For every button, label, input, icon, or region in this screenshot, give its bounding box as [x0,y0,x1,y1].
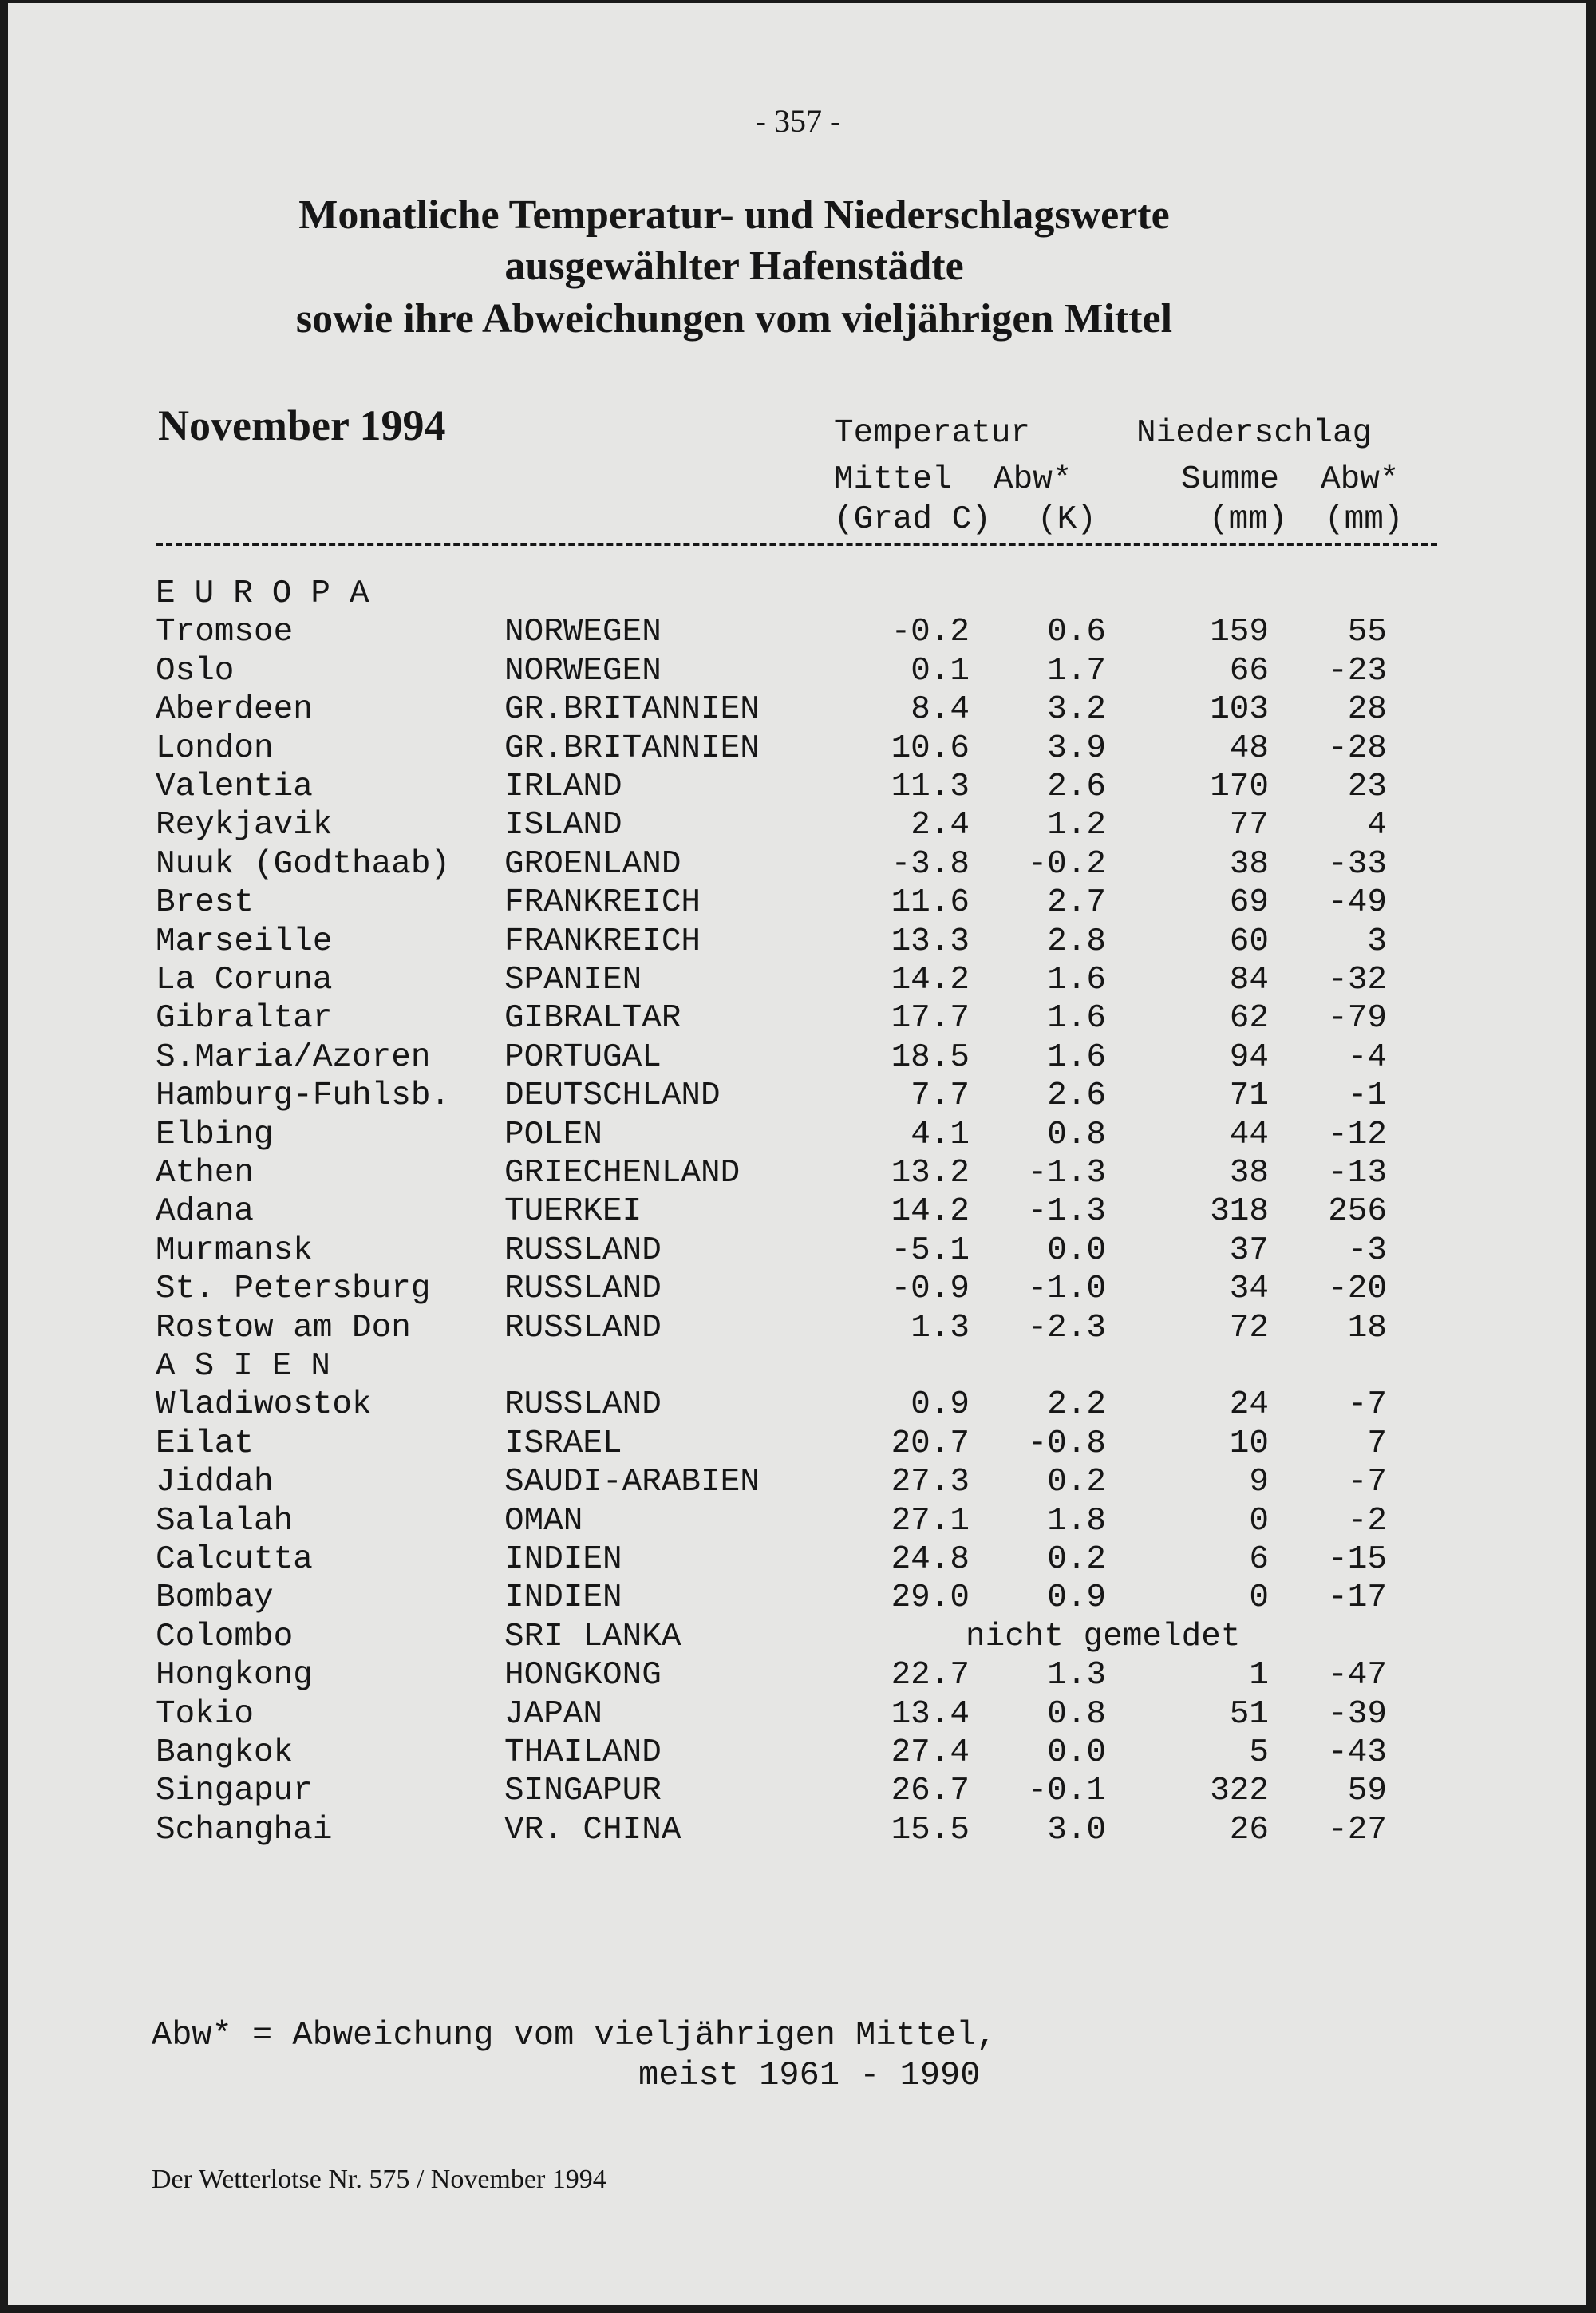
precip-abw-cell: -23 [1328,652,1387,690]
precip-abw-cell: -12 [1328,1116,1387,1153]
table-row [0,884,1596,922]
temp-abw-cell: 1.6 [1047,1038,1106,1076]
temp-abw-cell: 1.3 [1047,1657,1106,1694]
country-cell: FRANKREICH [504,923,701,960]
precip-abw-cell: -20 [1328,1271,1387,1308]
precip-summe-cell: 38 [1229,845,1269,883]
temp-abw-cell: 3.9 [1047,729,1106,767]
temp-abw-cell: 0.9 [1047,1580,1106,1617]
precip-summe-cell: 51 [1229,1695,1269,1733]
country-cell: INDIEN [504,1580,622,1617]
temp-mittel-cell: 1.3 [911,1309,970,1346]
table-row [0,1232,1596,1270]
section-row [0,1347,1596,1386]
table-row [0,1386,1596,1424]
city-cell: St. Petersburg [156,1271,431,1308]
temp-mittel-cell: 15.5 [891,1811,970,1848]
header-temperatur: Temperatur [834,415,1031,452]
city-cell: La Coruna [156,962,333,998]
precip-summe-cell: 37 [1229,1232,1269,1269]
table-row [0,1811,1596,1849]
city-cell: Colombo [156,1618,294,1655]
precip-summe-cell: 318 [1210,1193,1269,1231]
city-cell: Eilat [156,1425,255,1462]
temp-mittel-cell: -0.9 [891,1271,970,1308]
table-row [0,961,1596,999]
header-temp-abw: Abw* [994,461,1073,498]
temp-abw-cell: -1.0 [1027,1271,1106,1308]
country-cell: NORWEGEN [504,614,662,651]
city-cell: Hamburg-Fuhlsb. [156,1077,451,1115]
precip-summe-cell: 9 [1249,1464,1269,1501]
country-cell: GRIECHENLAND [504,1155,741,1192]
city-cell: Adana [156,1193,255,1231]
precip-summe-cell: 1 [1249,1657,1269,1694]
section-row [0,575,1596,613]
temp-abw-cell: 2.6 [1047,1077,1106,1115]
temp-abw-cell: 1.7 [1047,652,1106,690]
source-citation: Der Wetterlotse Nr. 575 / November 1994 [152,2165,606,2194]
table-row [0,845,1596,884]
temp-abw-cell: 0.8 [1047,1695,1106,1733]
precip-summe-cell: 322 [1210,1773,1269,1810]
title-line-1: Monatliche Temperatur- und Niederschlagswerte [298,192,1170,238]
precip-abw-cell: 55 [1347,614,1387,651]
table-row [0,1270,1596,1308]
country-cell: NORWEGEN [504,652,662,690]
city-cell: Tokio [156,1695,255,1733]
precip-summe-cell: 10 [1229,1425,1269,1462]
city-cell: Singapur [156,1773,313,1810]
table-row [0,1192,1596,1231]
country-cell: IRLAND [504,769,622,805]
country-cell: HONGKONG [504,1657,662,1694]
month-label: November 1994 [158,401,446,449]
temp-mittel-cell: 27.4 [891,1734,970,1771]
city-cell: Oslo [156,652,235,690]
city-cell: Jiddah [156,1464,274,1501]
country-cell: ISLAND [504,807,622,844]
temp-abw-cell: 3.2 [1047,691,1106,729]
precip-abw-cell: -27 [1328,1811,1387,1848]
country-cell: SRI LANKA [504,1618,681,1655]
city-cell: Tromsoe [156,614,294,651]
country-cell: RUSSLAND [504,1232,662,1269]
country-cell: VR. CHINA [504,1811,681,1848]
temp-mittel-cell: 14.2 [891,1193,970,1231]
temp-abw-cell: 1.8 [1047,1502,1106,1540]
temp-mittel-cell: 4.1 [911,1116,970,1153]
precip-summe-cell: 103 [1210,691,1269,729]
precip-summe-cell: 34 [1229,1271,1269,1308]
country-cell: RUSSLAND [504,1309,662,1346]
table-row [0,1077,1596,1115]
header-mm-abw: (mm) [1325,501,1404,538]
header-summe: Summe [1181,461,1280,498]
precip-abw-cell: -79 [1328,1000,1387,1038]
precip-summe-cell: 72 [1229,1309,1269,1346]
note-cell: nicht gemeldet [966,1618,1241,1655]
temp-mittel-cell: 0.1 [911,652,970,690]
city-cell: Elbing [156,1116,274,1153]
table-row [0,1502,1596,1540]
title-line-2: ausgewählter Hafenstädte [504,243,964,289]
temp-abw-cell: 3.0 [1047,1811,1106,1848]
temp-abw-cell: 1.6 [1047,962,1106,998]
city-cell: Valentia [156,769,313,805]
header-niederschlag: Niederschlag [1136,415,1373,452]
precip-abw-cell: 7 [1367,1425,1387,1462]
precip-abw-cell: 23 [1347,769,1387,805]
country-cell: ISRAEL [504,1425,622,1462]
temp-mittel-cell: -5.1 [891,1232,970,1269]
precip-summe-cell: 48 [1229,729,1269,767]
table-row [0,1656,1596,1694]
table-row [0,1463,1596,1501]
table-row [0,1038,1596,1077]
precip-summe-cell: 0 [1249,1502,1269,1540]
page-number: - 357 - [755,103,841,139]
temp-mittel-cell: 24.8 [891,1541,970,1578]
country-cell: GIBRALTAR [504,1000,681,1038]
precip-summe-cell: 60 [1229,923,1269,960]
table-row [0,1579,1596,1617]
temp-mittel-cell: 14.2 [891,962,970,998]
precip-abw-cell: -17 [1328,1580,1387,1617]
precip-abw-cell: -7 [1347,1464,1387,1501]
precip-abw-cell: -39 [1328,1695,1387,1733]
temp-mittel-cell: 17.7 [891,1000,970,1038]
city-cell: Gibraltar [156,1000,333,1038]
city-cell: Rostow am Don [156,1309,411,1346]
temp-abw-cell: 2.7 [1047,884,1106,922]
table-row [0,1772,1596,1810]
precip-summe-cell: 66 [1229,652,1269,690]
precip-summe-cell: 38 [1229,1155,1269,1192]
precip-summe-cell: 6 [1249,1541,1269,1578]
precip-summe-cell: 44 [1229,1116,1269,1153]
city-cell: Marseille [156,923,333,960]
precip-abw-cell: -1 [1347,1077,1387,1115]
precip-abw-cell: -2 [1347,1502,1387,1540]
table-row [0,690,1596,729]
table-row [0,1154,1596,1192]
temp-mittel-cell: 18.5 [891,1038,970,1076]
precip-summe-cell: 5 [1249,1734,1269,1771]
city-cell: Wladiwostok [156,1386,372,1424]
temp-mittel-cell: 10.6 [891,729,970,767]
precip-abw-cell: -15 [1328,1541,1387,1578]
precip-summe-cell: 26 [1229,1811,1269,1848]
city-cell: Hongkong [156,1657,313,1694]
country-cell: INDIEN [504,1541,622,1578]
country-cell: SAUDI-ARABIEN [504,1464,760,1501]
temp-abw-cell: -0.8 [1027,1425,1106,1462]
precip-abw-cell: -49 [1328,884,1387,922]
temp-mittel-cell: 11.6 [891,884,970,922]
city-cell: S.Maria/Azoren [156,1038,431,1076]
table-row [0,1540,1596,1579]
table-row [0,652,1596,690]
country-cell: TUERKEI [504,1193,642,1231]
precip-summe-cell: 62 [1229,1000,1269,1038]
temp-abw-cell: 2.8 [1047,923,1106,960]
temp-abw-cell: 1.6 [1047,1000,1106,1038]
table-row [0,1116,1596,1154]
precip-abw-cell: 28 [1347,691,1387,729]
country-cell: THAILAND [504,1734,662,1771]
temp-mittel-cell: 2.4 [911,807,970,844]
precip-abw-cell: -13 [1328,1155,1387,1192]
header-mittel: Mittel [834,461,952,498]
precip-summe-cell: 24 [1229,1386,1269,1424]
precip-abw-cell: -43 [1328,1734,1387,1771]
table-row [0,999,1596,1038]
header-grad-c: (Grad C) [834,501,991,538]
precip-summe-cell: 69 [1229,884,1269,922]
precip-abw-cell: -4 [1347,1038,1387,1076]
precip-abw-cell: -7 [1347,1386,1387,1424]
country-cell: POLEN [504,1116,603,1153]
city-cell: Athen [156,1155,255,1192]
country-cell: OMAN [504,1502,583,1540]
table-row [0,923,1596,961]
precip-summe-cell: 170 [1210,769,1269,805]
precip-summe-cell: 94 [1229,1038,1269,1076]
country-cell: RUSSLAND [504,1271,662,1308]
city-cell: London [156,729,274,767]
country-cell: PORTUGAL [504,1038,662,1076]
city-cell: Schanghai [156,1811,333,1848]
city-cell: Salalah [156,1502,294,1540]
temp-mittel-cell: 13.3 [891,923,970,960]
table-row [0,1425,1596,1463]
temp-abw-cell: 0.6 [1047,614,1106,651]
dashed-separator [156,543,1437,546]
temp-abw-cell: 0.0 [1047,1232,1106,1269]
city-cell: Murmansk [156,1232,313,1269]
precip-abw-cell: 3 [1367,923,1387,960]
temp-abw-cell: -1.3 [1027,1155,1106,1192]
temp-mittel-cell: 29.0 [891,1580,970,1617]
footnote-line-1: Abw* = Abweichung vom vieljährigen Mittel, [152,2016,997,2054]
country-cell: GR.BRITANNIEN [504,729,760,767]
city-cell: Calcutta [156,1541,313,1578]
footnote-line-2: meist 1961 - 1990 [638,2056,981,2094]
table-row [0,806,1596,844]
precip-abw-cell: 18 [1347,1309,1387,1346]
temp-mittel-cell: 27.1 [891,1502,970,1540]
temp-mittel-cell: 7.7 [911,1077,970,1115]
country-cell: DEUTSCHLAND [504,1077,721,1115]
temp-mittel-cell: 26.7 [891,1773,970,1810]
precip-abw-cell: 59 [1347,1773,1387,1810]
temp-abw-cell: -2.3 [1027,1309,1106,1346]
precip-summe-cell: 77 [1229,807,1269,844]
temp-mittel-cell: 8.4 [911,691,970,729]
section-label: EUROPA [156,575,389,612]
temp-mittel-cell: -0.2 [891,614,970,651]
temp-mittel-cell: 20.7 [891,1425,970,1462]
country-cell: RUSSLAND [504,1386,662,1424]
city-cell: Bangkok [156,1734,294,1771]
city-cell: Nuuk (Godthaab) [156,845,451,883]
country-cell: JAPAN [504,1695,603,1733]
country-cell: GROENLAND [504,845,681,883]
city-cell: Reykjavik [156,807,333,844]
temp-mittel-cell: 27.3 [891,1464,970,1501]
temp-abw-cell: -0.1 [1027,1773,1106,1810]
precip-summe-cell: 0 [1249,1580,1269,1617]
precip-summe-cell: 84 [1229,962,1269,998]
header-k-unit: (K) [1037,501,1096,538]
precip-abw-cell: -32 [1328,962,1387,998]
section-label: ASIEN [156,1348,350,1385]
precip-summe-cell: 159 [1210,614,1269,651]
precip-abw-cell: -47 [1328,1657,1387,1694]
header-mm-summe: (mm) [1209,501,1288,538]
table-row [0,613,1596,651]
temp-mittel-cell: 13.2 [891,1155,970,1192]
temp-mittel-cell: 11.3 [891,769,970,805]
temp-mittel-cell: 0.9 [911,1386,970,1424]
city-cell: Bombay [156,1580,274,1617]
precip-abw-cell: -33 [1328,845,1387,883]
temp-abw-cell: 0.2 [1047,1541,1106,1578]
temp-mittel-cell: 22.7 [891,1657,970,1694]
city-cell: Brest [156,884,255,922]
temp-abw-cell: -1.3 [1027,1193,1106,1231]
country-cell: SPANIEN [504,962,642,998]
table-row [0,1695,1596,1734]
temp-abw-cell: 0.0 [1047,1734,1106,1771]
country-cell: SINGAPUR [504,1773,662,1810]
table-row [0,1734,1596,1772]
temp-abw-cell: 0.8 [1047,1116,1106,1153]
temp-abw-cell: 2.2 [1047,1386,1106,1424]
precip-abw-cell: -3 [1347,1232,1387,1269]
table-row [0,1309,1596,1347]
temp-mittel-cell: 13.4 [891,1695,970,1733]
header-nieder-abw: Abw* [1321,461,1400,498]
country-cell: GR.BRITANNIEN [504,691,760,729]
precip-summe-cell: 71 [1229,1077,1269,1115]
temp-abw-cell: 1.2 [1047,807,1106,844]
temp-abw-cell: -0.2 [1027,845,1106,883]
precip-abw-cell: -28 [1328,729,1387,767]
precip-abw-cell: 4 [1367,807,1387,844]
city-cell: Aberdeen [156,691,313,729]
table-row [0,729,1596,768]
temp-abw-cell: 0.2 [1047,1464,1106,1501]
title-line-3: sowie ihre Abweichungen vom vieljährigen Mittel [295,296,1173,342]
country-cell: FRANKREICH [504,884,701,922]
precip-abw-cell: 256 [1328,1193,1387,1231]
temp-abw-cell: 2.6 [1047,769,1106,805]
temp-mittel-cell: -3.8 [891,845,970,883]
table-row [0,768,1596,806]
table-row [0,1618,1596,1656]
